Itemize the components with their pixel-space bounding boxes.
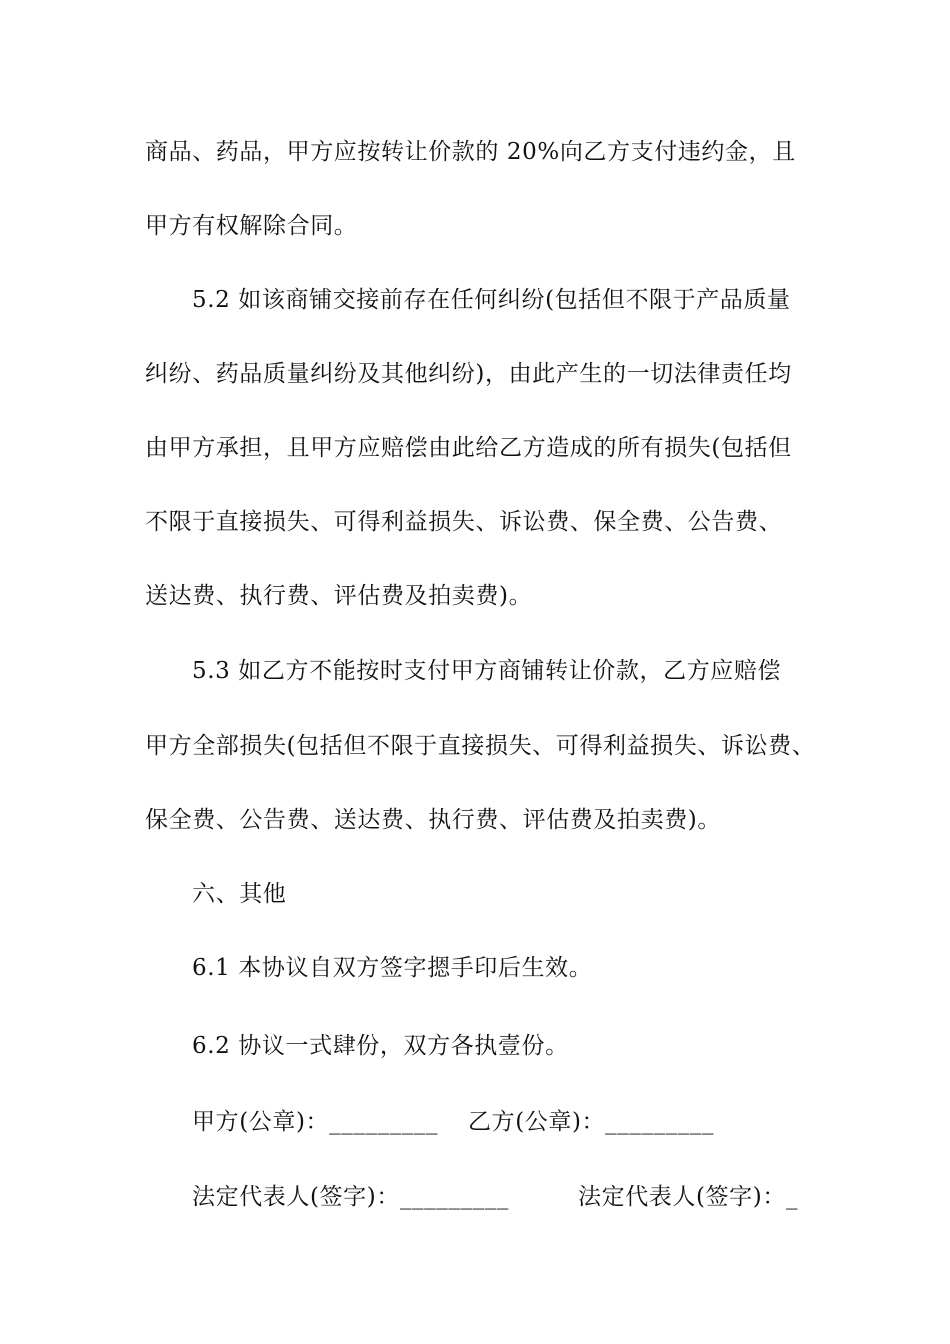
paragraph-line: 由甲方承担，且甲方应赔偿由此给乙方造成的所有损失(包括但 xyxy=(145,435,792,461)
party-a-representative-line: 法定代表人(签字)：_________ xyxy=(192,1184,509,1210)
paragraph-line: 保全费、公告费、送达费、执行费、评估费及拍卖费)。 xyxy=(145,807,721,833)
clause-5-2-line: 5.2 如该商铺交接前存在任何纠纷(包括但不限于产品质量 xyxy=(192,287,791,313)
paragraph-line: 不限于直接损失、可得利益损失、诉讼费、保全费、公告费、 xyxy=(145,509,783,535)
paragraph-line: 甲方全部损失(包括但不限于直接损失、可得利益损失、诉讼费、 xyxy=(145,733,816,759)
section-heading-other: 六、其他 xyxy=(192,881,287,907)
paragraph-line: 纠纷、药品质量纠纷及其他纠纷)，由此产生的一切法律责任均 xyxy=(145,361,792,387)
party-b-representative-line: 法定代表人(签字)：_ xyxy=(578,1184,799,1210)
paragraph-line: 甲方有权解除合同。 xyxy=(145,213,358,239)
clause-5-3-line: 5.3 如乙方不能按时支付甲方商铺转让价款，乙方应赔偿 xyxy=(192,658,782,684)
party-a-seal-line: 甲方(公章)：_________ xyxy=(192,1109,439,1135)
clause-6-2-line: 6.2 协议一式肆份，双方各执壹份。 xyxy=(192,1033,569,1059)
paragraph-line: 送达费、执行费、评估费及拍卖费)。 xyxy=(145,583,533,609)
clause-6-1-line: 6.1 本协议自双方签字摁手印后生效。 xyxy=(192,955,593,981)
paragraph-line: 商品、药品，甲方应按转让价款的 20%向乙方支付违约金，且 xyxy=(145,139,796,165)
party-b-seal-line: 乙方(公章)：_________ xyxy=(468,1109,715,1135)
